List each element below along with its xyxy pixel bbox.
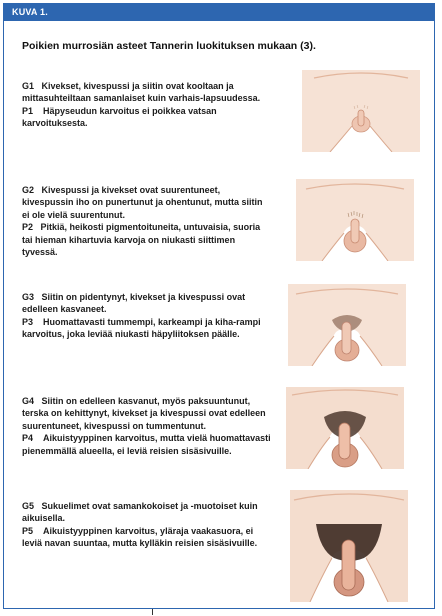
stage-3-pubic-hair: P3 Huomattavasti tummempi, karkeampi ja kiha-rampi karvoitus, joka leviää niukasti häpyliitoksen päälle. — [22, 316, 261, 340]
stage-5-pubic-hair: P5 Aikuistyyppinen karvoitus, yläraja vaakasuora, ei leviä navan suuntaa, mutta kylläkin reisien sisäsivuille. — [22, 525, 258, 549]
footer-tick — [152, 609, 153, 615]
figure-label: KUVA 1. — [12, 7, 48, 17]
stage-5-svg — [290, 490, 408, 602]
tanner-stage-2-illustration — [296, 179, 414, 261]
stage-4-svg — [286, 387, 404, 469]
stage-4-genital: G4 Siitin on edelleen kasvanut, myös paksuuntunut, terska on kehittynyt, kivekset ja kivespussi ovat edelleen suurentuneet, kivespussi on tummentunut. — [22, 396, 266, 431]
stage-1-genital: G1 Kivekset, kivespussi ja siitin ovat kooltaan ja mittasuhteiltaan samanlaiset kuin varhais-lapsuudessa. — [22, 81, 261, 104]
stage-2-genital: G2 Kivespussi ja kivekset ovat suurentuneet, kivespussin iho on punertunut ja ohentunut, mutta siitin ei ole vielä suurentunut. — [22, 185, 263, 220]
stage-3-genital: G3 Siitin on pidentynyt, kivekset ja kivespussi ovat edelleen kasvaneet. — [22, 292, 246, 315]
stage-1-pubic-hair: P1 Häpyseudun karvoitus ei poikkea vatsan karvoituksesta. — [22, 105, 217, 129]
tanner-stage-5-illustration — [290, 490, 408, 602]
stage-1-text — [22, 80, 272, 130]
stage-4-text — [22, 395, 272, 457]
stage-5-genital: G5 Sukuelimet ovat samankokoiset ja -muotoiset kuin aikuisella. — [22, 501, 258, 524]
tanner-stage-1-illustration — [302, 70, 420, 152]
figure-label-bar — [3, 3, 435, 21]
stage-1-svg — [302, 70, 420, 152]
stage-2-pubic-hair: P2 Pitkiä, heikosti pigmentoituneita, untuvaisia, suoria tai hieman kihartuvia karvoja on niukasti siittimen tyvessä. — [22, 222, 261, 258]
stage-4-pubic-hair: P4 Aikuistyyppinen karvoitus, mutta vielä huomattavasti pienemmällä alueella, ei leviä reisien sisäsivuille. — [22, 433, 271, 456]
stage-2-svg — [296, 179, 414, 261]
stage-3-text — [22, 291, 272, 341]
tanner-stage-3-illustration — [288, 284, 406, 366]
figure-title: Poikien murrosiän asteet Tannerin luokituksen mukaan (3). — [22, 40, 316, 52]
tanner-stage-4-illustration — [286, 387, 404, 469]
stage-2-text — [22, 184, 272, 258]
stage-3-svg — [288, 284, 406, 366]
stage-5-text — [22, 500, 272, 550]
